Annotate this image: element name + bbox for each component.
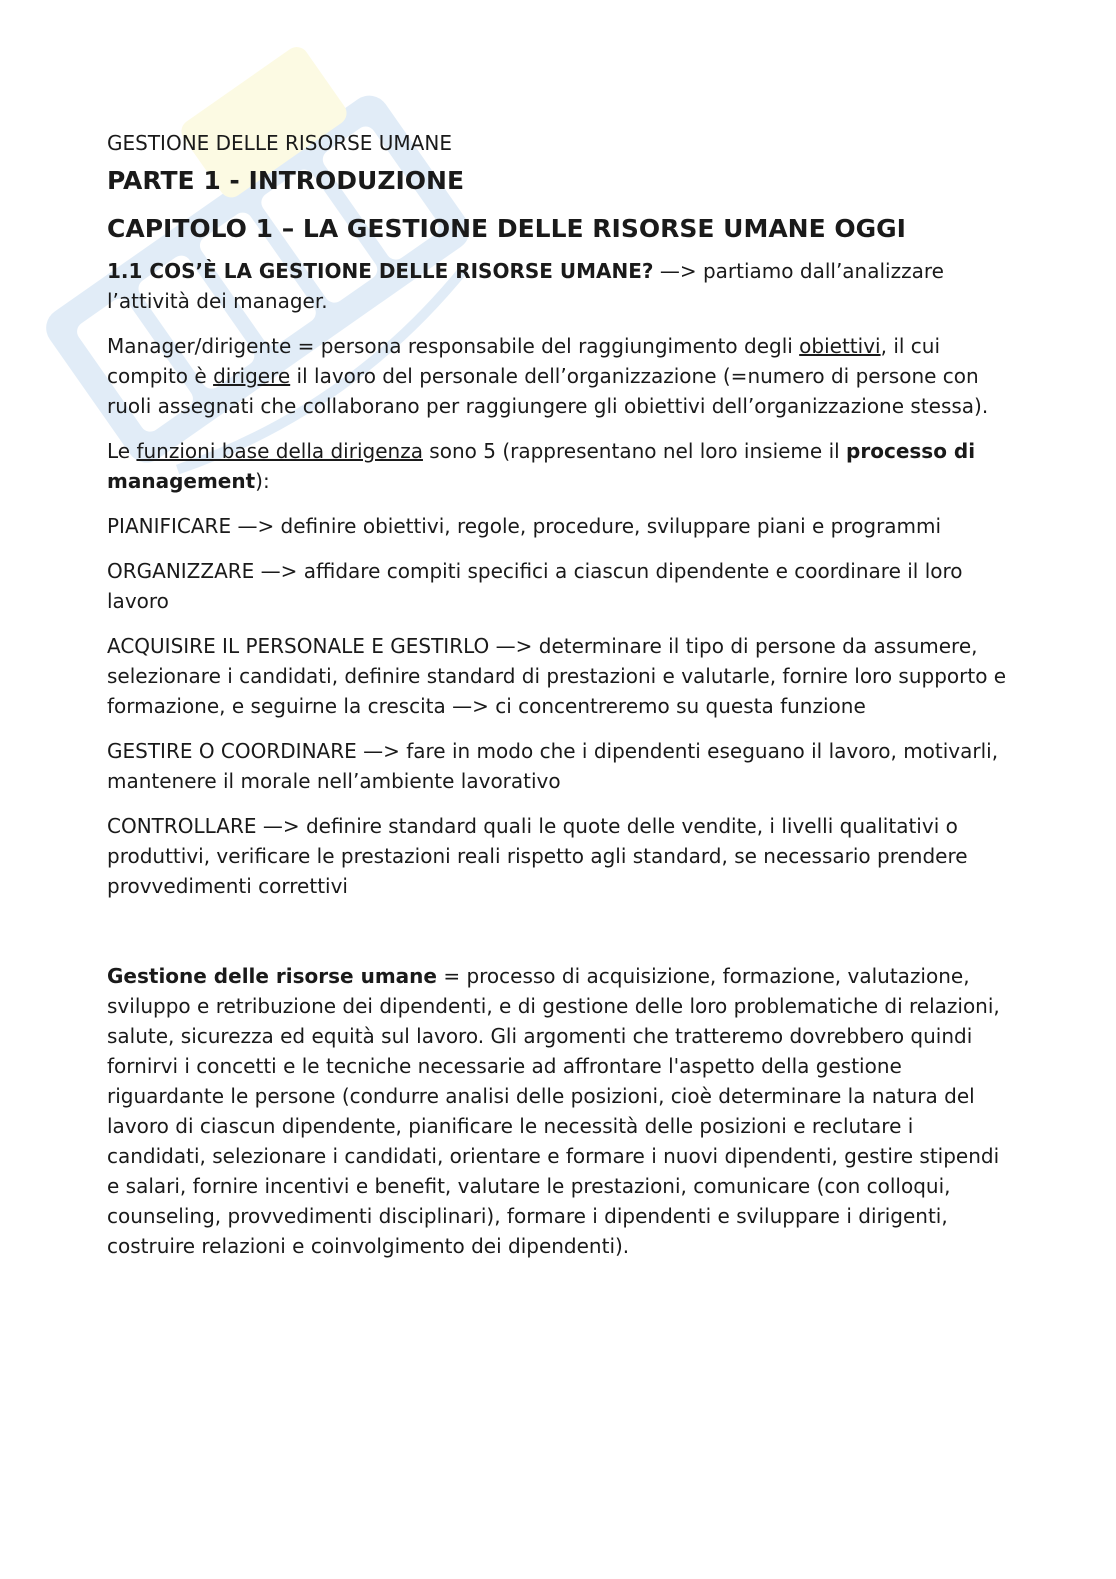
- manager-def-part-a: Manager/dirigente = persona responsabile del raggiungimento degli: [107, 334, 800, 358]
- manager-definition: [107, 331, 1012, 421]
- underlined-funzioni-base: funzioni base della dirigenza: [136, 439, 423, 463]
- underlined-dirigere: dirigere: [213, 364, 291, 388]
- hrm-definition: [107, 961, 1012, 1261]
- function-acquisire: ACQUISIRE IL PERSONALE E GESTIRLO —> determinare il tipo di persone da assumere, selezionare i candidati, definire standard di prestazioni e valutarle, fornire loro supporto e formazione, e seguirne la crescita —> ci concentreremo su questa funzione: [107, 634, 1007, 718]
- function-organizzare: ORGANIZZARE —> affidare compiti specifici a ciascun dipendente e coordinare il loro lavoro: [107, 559, 963, 613]
- function-controllare: CONTROLLARE —> definire standard quali le quote delle vendite, i livelli qualitativi o produttivi, verificare le prestazioni reali rispetto agli standard, se necessario prendere provvedimenti correttivi: [107, 814, 968, 898]
- section-paragraph: [107, 256, 1012, 316]
- chapter-heading: CAPITOLO 1 – LA GESTIONE DELLE RISORSE UMANE OGGI: [107, 214, 906, 243]
- function-pianificare: PIANIFICARE —> definire obiettivi, regole, procedure, sviluppare piani e programmi: [107, 514, 942, 538]
- spacer: [107, 916, 1012, 961]
- function-gestire: GESTIRE O COORDINARE —> fare in modo che i dipendenti eseguano il lavoro, motivarli, mantenere il morale nell’ambiente lavorativo: [107, 739, 999, 793]
- section-heading: 1.1 COS’È LA GESTIONE DELLE RISORSE UMANE?: [107, 259, 654, 283]
- document-page: [107, 128, 1012, 1276]
- part-heading: PARTE 1 - INTRODUZIONE: [107, 166, 465, 195]
- section-heading-tail: —> partiamo dall’analizzare l’attività dei manager.: [107, 259, 944, 313]
- bold-processo-management: processo di management: [107, 439, 976, 493]
- bold-gestione-risorse-umane: Gestione delle risorse umane: [107, 964, 437, 988]
- document-title: GESTIONE DELLE RISORSE UMANE: [107, 131, 452, 155]
- functions-intro: [107, 436, 1012, 496]
- functions-intro-a: Le: [107, 439, 137, 463]
- manager-def-part-c: il lavoro del personale dell’organizzazione (=numero di persone con ruoli assegnati che collaborano per raggiungere gli obiettivi dell’organizzazione stessa).: [107, 364, 989, 418]
- manager-def-part-b: , il cui compito è: [107, 334, 941, 388]
- functions-intro-b: sono 5 (rappresentano nel loro insieme il: [422, 439, 847, 463]
- hrm-definition-text: = processo di acquisizione, formazione, valutazione, sviluppo e retribuzione dei dipendenti, e di gestione delle loro problematiche di relazioni, salute, sicurezza ed equità sul lavoro. Gli argomenti che tratteremo dovrebbero quindi fornirvi i concetti e le tecniche necessarie ad affrontare l'aspetto della gestione riguardante le persone (condurre analisi delle posizioni, cioè determinare la natura del lavoro di ciascun dipendente, pianificare le necessità delle posizioni e reclutare i candidati, selezionare i candidati, orientare e formare i nuovi dipendenti, gestire stipendi e salari, fornire incentivi e benefit, valutare le prestazioni, comunicare (con colloqui, counseling, provvedimenti disciplinari), formare i dipendenti e sviluppare i dirigenti, costruire relazioni e coinvolgimento dei dipendenti).: [107, 964, 1000, 1258]
- functions-intro-c: ):: [255, 469, 270, 493]
- underlined-obiettivi: obiettivi: [799, 334, 881, 358]
